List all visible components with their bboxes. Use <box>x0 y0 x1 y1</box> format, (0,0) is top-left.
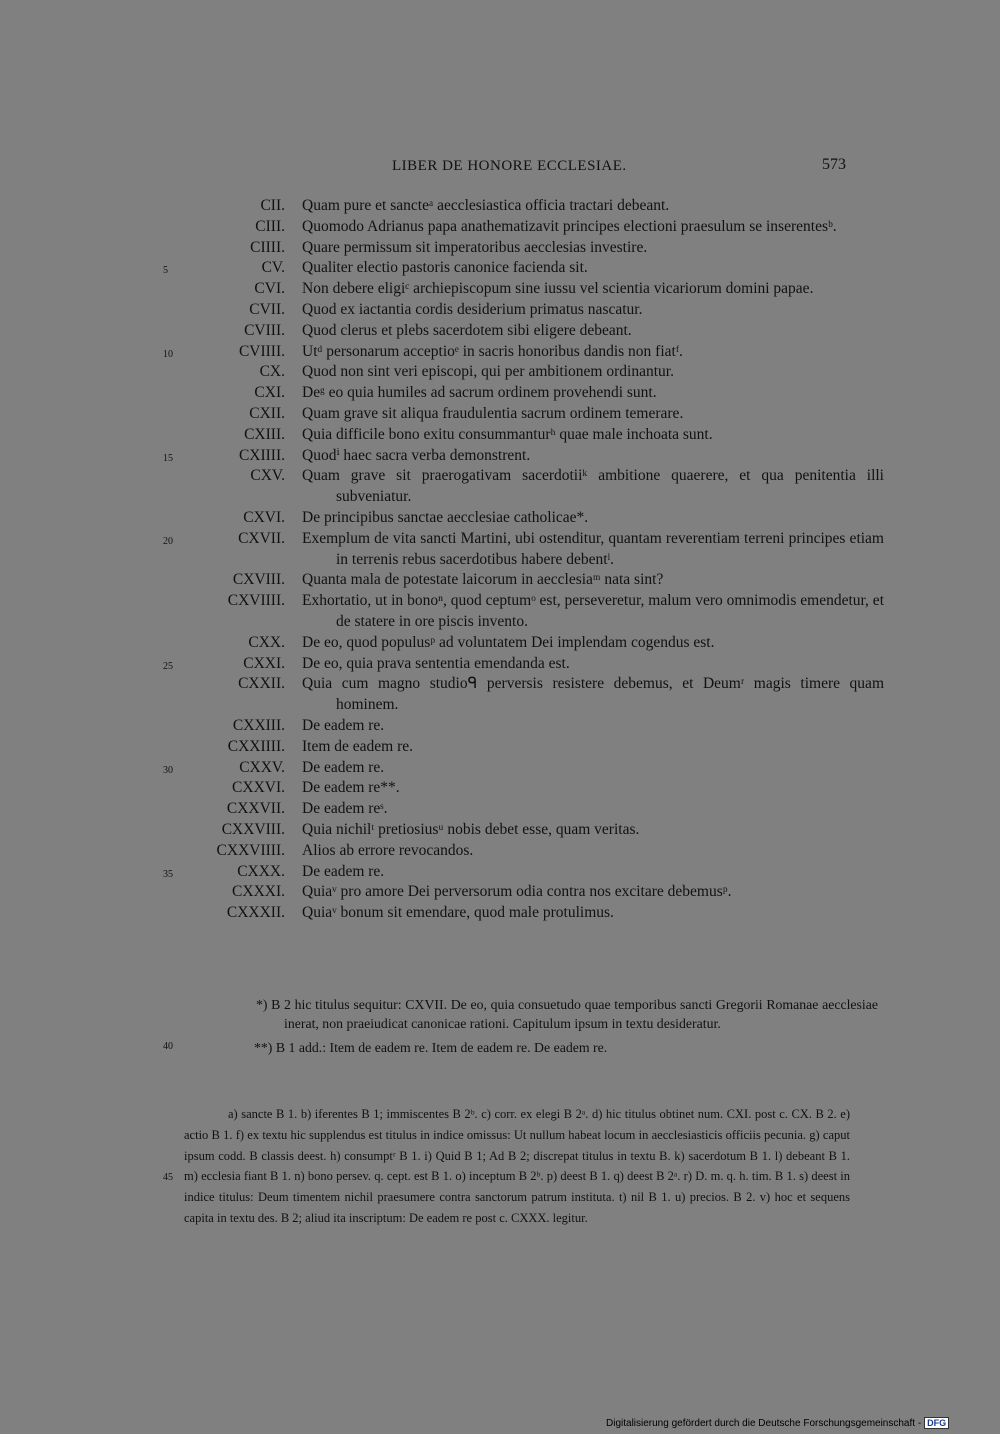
chapter-entry <box>0 841 1000 862</box>
chapter-entry <box>0 820 1000 841</box>
chapter-number: CII. <box>260 197 285 214</box>
chapter-title: De eo, quia prava sententia emendanda est. <box>302 654 570 672</box>
chapter-title: Quiaᵛ pro amore Dei perversorum odia contra nos excitare debemusᵖ. <box>302 883 732 901</box>
chapter-title: Quiaᵛ bonum sit emendare, quod male protulimus. <box>302 904 614 922</box>
chapter-number: CXVII. <box>238 529 285 547</box>
chapter-entry <box>0 446 1000 467</box>
chapter-title: De eadem re. <box>302 758 385 776</box>
critical-apparatus <box>163 1104 850 1229</box>
chapter-entry <box>0 508 1000 529</box>
chapter-title: Quodⁱ haec sacra verba demonstrent. <box>302 446 531 464</box>
line-number: 5 <box>163 265 168 277</box>
chapter-number: CXIIII. <box>238 446 285 464</box>
chapter-number: CXXIIII. <box>227 737 285 755</box>
chapter-entry <box>0 716 1000 737</box>
chapter-entry <box>0 196 1000 217</box>
line-number: 25 <box>163 660 173 672</box>
chapter-title: Quomodo Adrianus papa anathematizavit principes electioni praesulum se inserentesᵇ. <box>302 217 837 235</box>
chapter-entry <box>0 758 1000 779</box>
chapter-entry <box>0 570 1000 591</box>
chapter-title: Quia nichilᵗ pretiosiusᵘ nobis debet esse, quam veritas. <box>302 820 640 838</box>
chapter-title: Exhortatio, ut in bonoⁿ, quod ceptumᵒ est, perseveretur, malum vero omnimodis emendetur, et de statere in ore piscis invento. <box>302 592 884 630</box>
chapter-number: CXXI. <box>243 654 285 672</box>
chapter-number: CXX. <box>248 633 285 651</box>
line-number: 15 <box>163 452 173 464</box>
chapter-number: CXXII. <box>238 675 285 693</box>
chapter-title: Quia cum magno studioᑫ perversis resistere debemus, et Deumʳ magis timere quam hominem. <box>302 675 884 714</box>
chapter-title: Item de eadem re. <box>302 737 414 755</box>
chapter-entry <box>0 362 1000 383</box>
chapter-title: Quod ex iactantia cordis desiderium primatus nascatur. <box>302 300 643 318</box>
chapter-number: CXXVI. <box>232 779 285 797</box>
chapter-title: De eo, quod populusᵖ ad voluntatem Dei implendam cogendus est. <box>302 633 715 651</box>
dfg-logo: DFG <box>924 1417 949 1429</box>
chapter-title: De principibus sanctae aecclesiae catholicae*. <box>302 508 589 526</box>
chapter-entry <box>0 674 1000 716</box>
chapter-entry <box>0 404 1000 425</box>
chapter-number: CXXVII. <box>226 800 285 818</box>
chapter-number: CV. <box>261 259 285 277</box>
chapter-number: CXIII. <box>244 425 285 443</box>
page-header <box>0 158 1000 180</box>
page-number: 573 <box>822 156 846 173</box>
chapter-title: Quanta mala de potestate laicorum in aecclesiaᵐ nata sint? <box>302 571 664 589</box>
apparatus-paragraph: a) sancte B 1. b) iferentes B 1; immiscentes B 2ᵇ. c) corr. ex elegi B 2ᵃ. d) hic titulus obtinet num. CXI. post c. CX. B 2. e) actio B 1. f) ex textu hic supplendus est titulus in indice omissus: Ut nullum habeat locum in aecclesiasticis officiis pecunia. g) caput ipsum codd. B classis deest. h) consumptʳ B 1. i) Quid B 1; Ad B 2; discrepat titulus in textu B. k) sacerdotum B 1. l) debeant B 1. m) ecclesia fiant B 1. n) bono persev. q. cept. est B 1. o) inceptum B 2ᵇ. p) deest B 1. q) deest B 2ᵃ. r) D. m. q. h. tim. B 1. s) deest in indice titulus: Deum timentem nichil praesumere contra sanctorum patrum instituta. t) nil B 1. u) precios. B 2. v) hoc et sequens capita in textu des. B 2; aliud ita inscriptum: De eadem re post c. CXXX. legitur. <box>184 1107 850 1225</box>
chapter-title: Quod clerus et plebs sacerdotem sibi eligere debeant. <box>302 321 632 339</box>
chapter-title: Exemplum de vita sancti Martini, ubi ostenditur, quantam reverentiam terreni principes etiam in terrenis rebus sacerdotibus habere debentˡ. <box>302 529 884 568</box>
chapter-title: Deᵍ eo quia humiles ad sacrum ordinem provehendi sunt. <box>302 384 657 402</box>
chapter-number: CVII. <box>249 300 285 318</box>
chapter-entry <box>0 633 1000 654</box>
chapter-number: CXXIII. <box>232 716 285 734</box>
chapter-number: CXII. <box>249 404 285 422</box>
line-number: 10 <box>163 348 173 360</box>
chapter-title: De eadem re. <box>302 862 385 880</box>
chapter-number: CXXXII. <box>226 904 285 922</box>
chapter-entry <box>0 591 1000 633</box>
chapter-title: Non debere eligiᶜ archiepiscopum sine iussu vel scientia vicariorum domini papae. <box>302 280 814 298</box>
chapter-title: De eadem re**. <box>302 779 400 797</box>
chapter-title: De eadem reˢ. <box>302 800 388 818</box>
chapter-title: Qualiter electio pastoris canonice facienda sit. <box>302 259 588 277</box>
star-notes <box>0 996 1000 1058</box>
chapter-entry <box>0 321 1000 342</box>
line-number: 35 <box>163 868 173 880</box>
chapter-number: CXXXI. <box>232 883 285 901</box>
chapter-number: CXXV. <box>239 758 285 776</box>
star-note-text: **) B 1 add.: Item de eadem re. Item de eadem re. De eadem re. <box>254 1040 608 1055</box>
chapter-entry <box>0 903 1000 924</box>
chapter-number: CX. <box>259 363 285 381</box>
chapter-entry <box>0 383 1000 404</box>
chapter-title: Quam grave sit praerogativam sacerdotiiᵏ ambitione quaerere, et qua penitentia illi subveniatur. <box>302 467 884 506</box>
chapter-entry <box>0 238 1000 259</box>
star-note-text: *) B 2 hic titulus sequitur: CXVII. De eo, quia consuetudo quae temporibus sancti Gregorii Romanae aecclesiae inerat, non praeiudicat canonicae rationi. Capitulum ipsum in textu desideratur. <box>256 997 878 1031</box>
chapter-entry <box>0 279 1000 300</box>
chapter-number: CXVIIII. <box>227 592 285 610</box>
line-number: 20 <box>163 535 173 547</box>
chapter-title: Alios ab errore revocandos. <box>302 841 474 859</box>
chapter-entry <box>0 799 1000 820</box>
line-number: 30 <box>163 764 173 776</box>
chapter-entry <box>0 425 1000 446</box>
chapter-number: CXVIII. <box>232 571 285 589</box>
chapter-number: CXI. <box>254 384 285 402</box>
chapter-number: CXXVIII. <box>221 820 285 838</box>
chapter-entry <box>0 882 1000 903</box>
chapter-title: Quod non sint veri episcopi, qui per ambitionem ordinantur. <box>302 363 674 381</box>
chapter-entry <box>0 654 1000 675</box>
chapter-number: CXV. <box>250 467 285 485</box>
chapter-number: CIII. <box>255 217 285 235</box>
chapter-entry <box>0 300 1000 321</box>
chapter-entry <box>0 466 1000 508</box>
star-note <box>0 1039 1000 1058</box>
note-line-number: 40 <box>163 1041 173 1052</box>
chapter-entry <box>0 862 1000 883</box>
chapter-number: CXXX. <box>237 862 285 880</box>
chapter-entry <box>0 529 1000 571</box>
chapter-title: De eadem re. <box>302 716 385 734</box>
note-line-number: 45 <box>163 1172 173 1183</box>
chapter-entry <box>0 778 1000 799</box>
chapter-entry <box>0 217 1000 238</box>
chapter-number: CVI. <box>254 280 285 298</box>
chapter-number: CVIIII. <box>238 342 285 360</box>
chapter-title: Quare permissum sit imperatoribus aecclesias investire. <box>302 238 648 256</box>
chapter-number: CXVI. <box>243 508 285 526</box>
chapter-number: CVIII. <box>244 321 285 339</box>
chapter-entry <box>0 342 1000 363</box>
chapter-number: CIIII. <box>250 238 285 256</box>
chapter-title: Quia difficile bono exitu consummanturʰ quae male inchoata sunt. <box>302 425 713 443</box>
footer-credit <box>606 1417 949 1429</box>
chapter-title: Utᵈ personarum acceptioᵉ in sacris honoribus dandis non fiatᶠ. <box>302 342 683 360</box>
chapter-number: CXXVIIII. <box>216 841 285 859</box>
chapter-entry <box>0 737 1000 758</box>
chapter-title: Quam grave sit aliqua fraudulentia sacrum ordinem temerare. <box>302 404 684 422</box>
chapter-entry <box>0 258 1000 279</box>
running-title: LIBER DE HONORE ECCLESIAE. <box>392 158 627 174</box>
chapter-title: Quam pure et sancteᵃ aecclesiastica officia tractari debeant. <box>302 197 670 214</box>
footer-text: Digitalisierung gefördert durch die Deutsche Forschungsgemeinschaft - <box>606 1418 922 1429</box>
chapter-list <box>0 196 1000 924</box>
